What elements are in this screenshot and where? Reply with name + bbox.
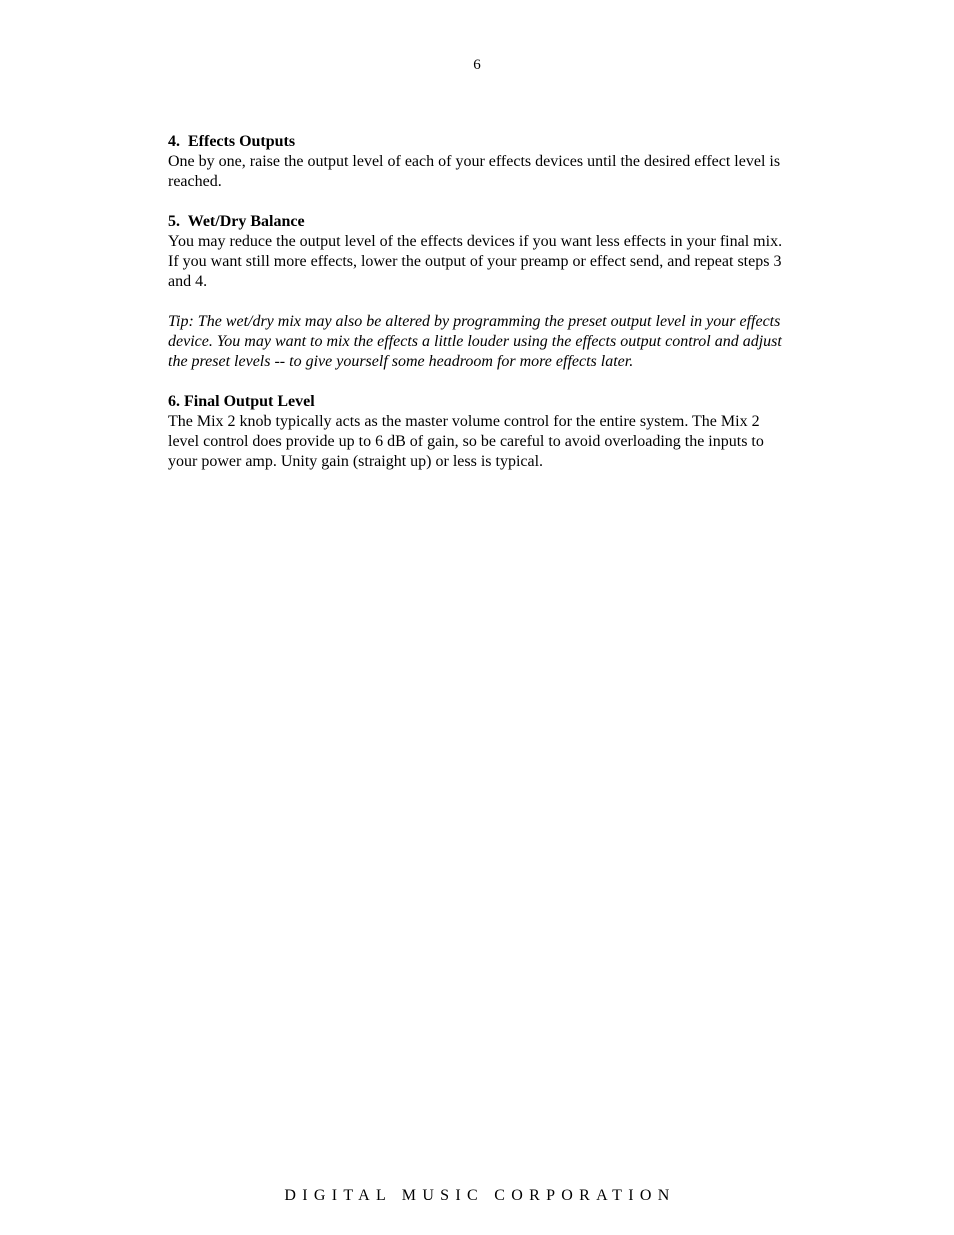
section-heading: 4. Effects Outputs [168,133,296,150]
section-body: The Mix 2 knob typically acts as the master volume control for the entire system. The Mix 2 level control does provide up to 6 dB of gain, so be careful to avoid overloading the inputs to your power amp. Unity gain (straight up) or less is typical. [168,413,764,470]
section-effects-outputs [168,132,838,192]
document-body [168,132,838,492]
section-body: One by one, raise the output level of each of your effects devices until the desired effect level is reached. [168,153,781,190]
section-body: You may reduce the output level of the effects devices if you want less effects in your final mix. If you want still more effects, lower the output of your preamp or effect send, and repeat steps 3 and 4. [168,233,783,290]
section-final-output-level [168,392,838,472]
tip-paragraph: Tip: The wet/dry mix may also be altered by programming the preset output level in your effects device. You may want to mix the effects a little louder using the effects output control and adjust the preset levels -- to give yourself some headroom for more effects later. [168,313,782,370]
section-heading: 5. Wet/Dry Balance [168,213,305,230]
section-heading: 6. Final Output Level [168,393,315,410]
page-footer: DIGITAL MUSIC CORPORATION [284,1187,676,1204]
page-number: 6 [473,57,481,73]
section-wet-dry-balance [168,212,838,292]
